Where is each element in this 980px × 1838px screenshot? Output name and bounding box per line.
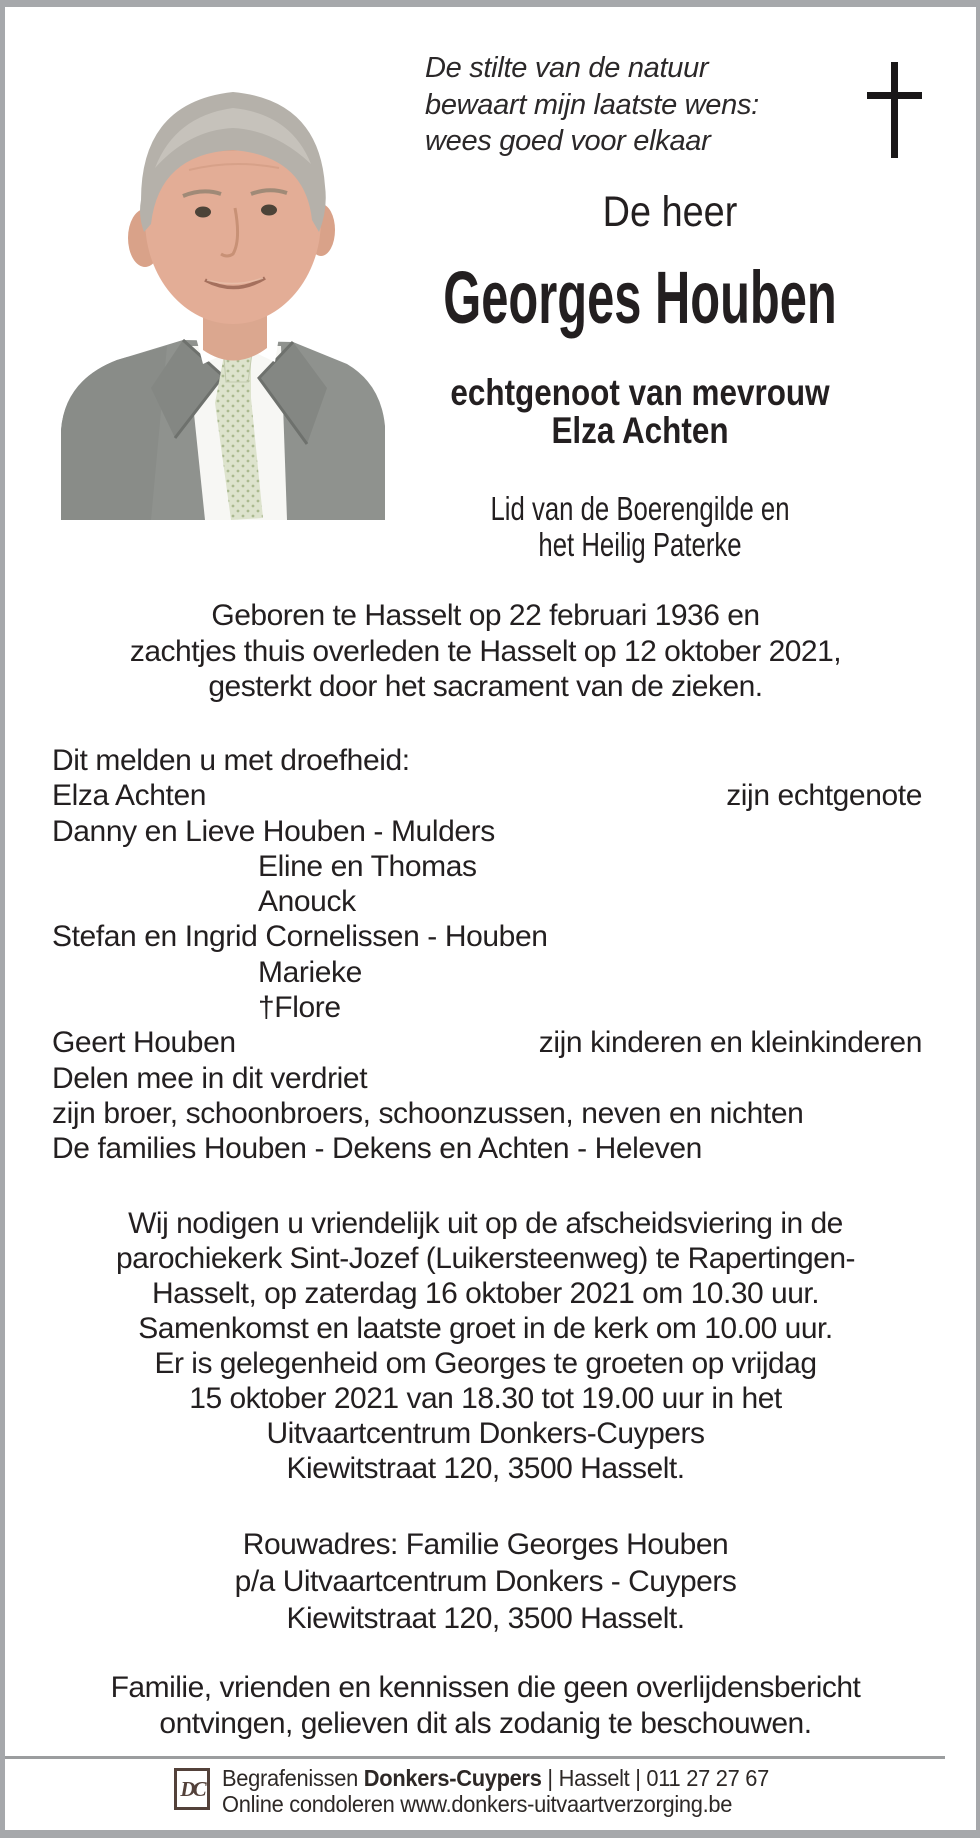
family-relation: zijn echtgenote bbox=[726, 779, 922, 813]
deceased-name: Georges Houben bbox=[443, 256, 837, 339]
footer-company-name: Donkers-Cuypers bbox=[363, 1765, 542, 1791]
family-row bbox=[52, 1096, 922, 1131]
family-name: Marieke bbox=[258, 955, 362, 989]
quote-line: bewaart mijn laatste wens: bbox=[425, 88, 759, 121]
spouse-relation bbox=[385, 374, 895, 450]
family-name: Danny en Lieve Houben - Mulders bbox=[52, 814, 495, 848]
family-row bbox=[52, 849, 922, 884]
mourning-address bbox=[0, 1526, 971, 1637]
family-row bbox=[52, 1131, 922, 1166]
announcement-intro: Dit melden u met droefheid: bbox=[52, 744, 410, 777]
family-name: Geert Houben bbox=[52, 1026, 236, 1060]
memorial-quote bbox=[425, 50, 845, 160]
notice-line: ontvingen, gelieven dit als zodanig te beschouwen. bbox=[159, 1707, 812, 1740]
portrait-photo bbox=[55, 58, 387, 520]
family-relation: zijn kinderen en kleinkinderen bbox=[538, 1026, 922, 1060]
card-top-border bbox=[0, 0, 980, 7]
family-row bbox=[52, 990, 922, 1025]
family-row bbox=[52, 955, 922, 990]
footer-divider bbox=[5, 1756, 945, 1759]
quote-line: De stilte van de natuur bbox=[425, 52, 709, 84]
life-line: zachtjes thuis overleden te Hasselt op 12 oktober 2021, bbox=[129, 634, 842, 668]
life-line: Geboren te Hasselt op 22 februari 1936 en bbox=[211, 599, 760, 632]
footer-contact bbox=[222, 1765, 769, 1817]
family-name: Elza Achten bbox=[52, 779, 207, 813]
footer-company-prefix: Begrafenissen bbox=[222, 1765, 364, 1791]
notice-paragraph bbox=[0, 1670, 971, 1742]
invitation-line: Wij nodigen u vriendelijk uit op de afscheidsviering in de bbox=[128, 1207, 843, 1240]
invitation-paragraph bbox=[0, 1206, 971, 1486]
family-name: †Flore bbox=[258, 991, 341, 1025]
membership bbox=[406, 491, 874, 562]
membership-line: het Heilig Paterke bbox=[538, 525, 742, 563]
invitation-line: Samenkomst en laatste groet in de kerk om 10.00 uur. bbox=[138, 1312, 833, 1345]
membership-line: Lid van de Boerengilde en bbox=[490, 490, 790, 527]
family-row bbox=[52, 778, 922, 813]
salutation: De heer bbox=[602, 188, 738, 236]
card-bottom-border bbox=[0, 1830, 980, 1838]
family-row bbox=[52, 814, 922, 849]
invitation-line: Kiewitstraat 120, 3500 Hasselt. bbox=[286, 1452, 685, 1485]
family-row bbox=[52, 1061, 922, 1096]
family-name: zijn broer, schoonbroers, schoonzussen, neven en nichten bbox=[52, 1096, 804, 1130]
invitation-line: parochiekerk Sint-Jozef (Luikersteenweg) te Rapertingen- bbox=[115, 1242, 856, 1275]
funeral-home-logo: DC bbox=[174, 1768, 210, 1810]
family-announcement bbox=[52, 743, 922, 1167]
family-row bbox=[52, 884, 922, 919]
family-row bbox=[52, 919, 922, 954]
birth-death-paragraph bbox=[0, 598, 971, 705]
family-row bbox=[52, 1025, 922, 1060]
address-line: Rouwadres: Familie Georges Houben bbox=[242, 1528, 729, 1561]
invitation-line: Uitvaartcentrum Donkers-Cuypers bbox=[266, 1417, 705, 1450]
invitation-line: Er is gelegenheid om Georges te groeten op vrijdag bbox=[154, 1347, 817, 1380]
invitation-line: Hasselt, op zaterdag 16 oktober 2021 om 10.30 uur. bbox=[151, 1277, 820, 1310]
relation-line: echtgenoot van mevrouw bbox=[450, 372, 830, 413]
spouse-name: Elza Achten bbox=[551, 410, 729, 451]
footer-line-1 bbox=[222, 1765, 769, 1791]
family-name: Delen mee in dit verdriet bbox=[52, 1061, 368, 1095]
family-name: Eline en Thomas bbox=[258, 849, 477, 883]
invitation-line: 15 oktober 2021 van 18.30 tot 19.00 uur in het bbox=[189, 1382, 782, 1415]
family-name: Anouck bbox=[258, 885, 356, 919]
family-name: De families Houben - Dekens en Achten - Heleven bbox=[52, 1132, 702, 1166]
card-right-border bbox=[976, 0, 980, 1838]
quote-line: wees goed voor elkaar bbox=[425, 125, 711, 157]
notice-line: Familie, vrienden en kennissen die geen overlijdensbericht bbox=[110, 1671, 861, 1704]
address-line: p/a Uitvaartcentrum Donkers - Cuypers bbox=[234, 1565, 737, 1598]
footer-line-2: Online condoleren www.donkers-uitvaartverzorging.be bbox=[222, 1791, 733, 1817]
footer-city-phone: | Hasselt | 011 27 27 67 bbox=[541, 1765, 769, 1791]
portrait-illustration bbox=[55, 58, 387, 520]
life-line: gesterkt door het sacrament van de zieken. bbox=[208, 670, 763, 704]
address-line: Kiewitstraat 120, 3500 Hasselt. bbox=[286, 1602, 685, 1635]
family-name: Stefan en Ingrid Cornelissen - Houben bbox=[52, 920, 548, 954]
